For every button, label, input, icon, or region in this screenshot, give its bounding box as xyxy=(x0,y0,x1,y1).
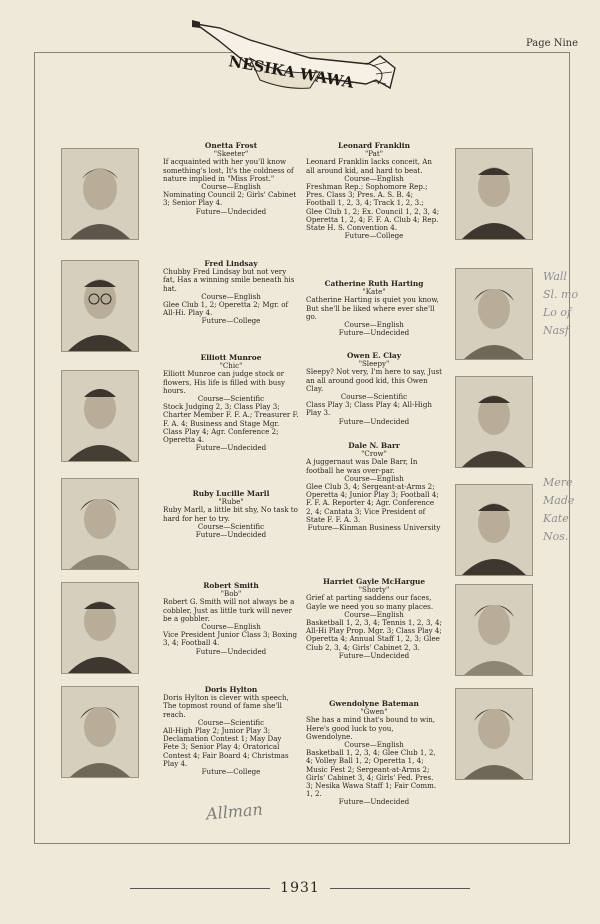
banner-lettering: NESIKA WAWA xyxy=(227,52,356,92)
student-name: Ruby Lucille Marll xyxy=(192,489,270,498)
student-nickname: "Kate" xyxy=(362,287,386,297)
biography-entry xyxy=(163,260,299,326)
student-activities: Basketball 1, 2, 3, 4; Tennis 1, 2, 3, 4; All-Hi Play Prop. Mgr. 3; Class Play 4; Operetta 4; Annual Staff 1, 2, 3; Glee Club 2, 3, 4; Girls' Cabinet 2, 3. xyxy=(306,618,442,652)
student-verse: A juggernaut was Dale Barr, In football he was over-par. xyxy=(306,457,418,475)
handwritten-margin-note-bottom xyxy=(543,474,574,546)
student-name: Gwendolyne Bateman xyxy=(329,699,419,708)
biography-entry xyxy=(163,582,299,656)
student-name: Fred Lindsay xyxy=(204,259,258,268)
student-verse: Leonard Franklin lacks conceit, An all around kid, and hard to beat. xyxy=(306,157,432,175)
student-name: Onetta Frost xyxy=(204,141,258,150)
student-course: Course—Scientific xyxy=(197,521,265,531)
student-future: Future—Undecided xyxy=(338,797,410,807)
student-course: Course—English xyxy=(344,173,404,183)
student-future: Future—Undecided xyxy=(195,530,267,540)
student-course: Course—English xyxy=(201,622,261,632)
student-activities: Vice President Junior Class 3; Boxing 3, 4; Football 4. xyxy=(163,630,298,648)
student-course: Course—English xyxy=(344,473,404,483)
student-course: Course—English xyxy=(201,291,261,301)
student-verse: She has a mind that's bound to win, Here's good luck to you, Gwendolyne. xyxy=(306,715,436,741)
margin-note-line: Sl. mo xyxy=(543,288,579,301)
biography-entry xyxy=(163,490,299,539)
portrait-photo-leonard-franklin xyxy=(455,148,533,240)
student-activities: Glee Club 3, 4; Sergeant-at-Arms 2; Operetta 4; Junior Play 3; Football 4; F. F. A. Reporter 4; Agr. Conference 2, 4; Cantata 3; Vice President of State F. F. A. 3. xyxy=(306,482,439,524)
margin-note-line: Nasf xyxy=(543,324,569,337)
handwritten-margin-note-top xyxy=(543,268,578,340)
student-activities: Stock Judging 2, 3; Class Play 3; Charter Member F. F. A.; Treasurer F. F. A. 4; Business and Stage Mgr. Class Play 4; Agr. Conference 2; Operetta 4. xyxy=(163,402,299,445)
margin-note-line: Nos. xyxy=(543,530,569,543)
student-verse: Doris Hylton is clever with speech, The topmost round of fame she'll reach. xyxy=(163,693,289,719)
student-verse: Robert G. Smith will not always be a cobbler, Just as little turk will never be a gobbler. xyxy=(163,597,295,623)
student-future: Future—Undecided xyxy=(195,206,267,216)
student-nickname: "Gwen" xyxy=(360,707,388,717)
biography-entry xyxy=(163,354,299,452)
margin-note-line: Wall xyxy=(543,270,567,283)
student-future: Future—Kinman Business University xyxy=(307,523,441,533)
student-nickname: "Rube" xyxy=(218,497,244,507)
student-nickname: "Sleepy" xyxy=(358,359,390,369)
student-verse: Ruby Marll, a little bit shy, No task to hard for her to try. xyxy=(163,505,298,523)
student-course: Course—English xyxy=(344,609,404,619)
biography-entry xyxy=(163,686,299,776)
student-name: Elliott Munroe xyxy=(200,353,262,362)
horn-banner-icon xyxy=(190,18,400,98)
student-name: Owen E. Clay xyxy=(346,351,401,360)
student-future: Future—Undecided xyxy=(338,650,410,660)
student-future: Future—Undecided xyxy=(195,443,267,453)
student-verse: Chubby Fred Lindsay but not very fat, Has a winning smile beneath his hat. xyxy=(163,267,295,293)
biography-entry xyxy=(306,280,442,337)
page-number: Page Nine xyxy=(525,38,578,49)
student-course: Course—Scientific xyxy=(197,394,265,404)
student-nickname: "Crow" xyxy=(361,449,387,459)
student-course: Course—English xyxy=(344,740,404,750)
handwritten-signature: Allman xyxy=(205,799,264,824)
student-nickname: "Bob" xyxy=(220,589,242,599)
student-verse: Catherine Harting is quiet you know, But she'll be liked where ever she'll go. xyxy=(306,295,439,321)
student-activities: Class Play 3; Class Play 4; All-High Play 3. xyxy=(306,400,432,418)
margin-note-line: Kate xyxy=(543,512,569,525)
footer-rule-right xyxy=(330,888,470,889)
student-future: Future—Undecided xyxy=(195,646,267,656)
student-nickname: "Chic" xyxy=(219,361,243,371)
biography-entry xyxy=(306,352,442,426)
student-name: Leonard Franklin xyxy=(338,141,410,150)
student-future: Future—College xyxy=(201,316,261,326)
biography-entry xyxy=(306,578,442,660)
student-name: Dale N. Barr xyxy=(348,441,400,450)
student-future: Future—Undecided xyxy=(338,416,410,426)
margin-note-line: Mere xyxy=(543,476,573,489)
portrait-photo-harriet-mchargue xyxy=(455,584,533,676)
student-course: Course—English xyxy=(201,182,261,192)
biography-entry xyxy=(306,142,442,240)
student-name: Doris Hylton xyxy=(204,685,258,694)
student-verse: Elliott Munroe can judge stock or flowers, His life is filled with busy hours. xyxy=(163,369,285,395)
portrait-photo-robert-smith xyxy=(61,582,139,674)
student-name: Catherine Ruth Harting xyxy=(324,279,424,288)
student-course: Course—Scientific xyxy=(197,717,265,727)
biography-entry xyxy=(306,442,442,532)
student-nickname: "Shorty" xyxy=(358,585,390,595)
biography-entry xyxy=(306,700,442,807)
margin-note-line: Lo of xyxy=(543,306,572,319)
student-name: Harriet Gayle McHargue xyxy=(322,577,426,586)
portrait-photo-elliott-munroe xyxy=(61,370,139,462)
student-name: Robert Smith xyxy=(203,581,259,590)
student-verse: Sleepy? Not very, I'm here to say, Just an all around good kid, this Owen Clay. xyxy=(306,367,442,393)
student-future: Future—College xyxy=(344,231,404,241)
student-nickname: "Skeeter" xyxy=(213,149,249,159)
student-course: Course—Scientific xyxy=(340,392,408,402)
student-nickname: "Pat" xyxy=(364,149,384,159)
portrait-photo-catherine-harting xyxy=(455,268,533,360)
portrait-photo-doris-hylton xyxy=(61,686,139,778)
portrait-photo-ruby-marll xyxy=(61,478,139,570)
student-activities: All-High Play 2; Junior Play 3; Declamation Contest 1; May Day Fete 3; Senior Play 4; Oratorical Contest 4; Fair Board 4; Christmas Play 4. xyxy=(163,726,289,768)
portrait-photo-gwendolyne-bateman xyxy=(455,688,533,780)
footer-year: 1931 xyxy=(280,880,320,896)
student-activities: Basketball 1, 2, 3, 4; Glee Club 1, 2, 4; Volley Ball 1, 2; Operetta 1, 4; Music Fest 2; Sergeant-at-Arms 2; Girls' Cabinet 3, 4; Girls' Fed. Pres. 3; Nesika Wawa Staff 1; Fair Comm. 1, 2. xyxy=(306,748,437,799)
student-future: Future—Undecided xyxy=(338,328,410,338)
margin-note-line: Made xyxy=(543,494,575,507)
student-verse: If acquainted with her you'll know something's lost, It's the coldness of nature implied in "Miss Frost." xyxy=(163,157,294,183)
student-verse: Grief at parting saddens our faces, Gayle we need you so many places. xyxy=(306,593,434,611)
student-activities: Nominating Council 2; Girls' Cabinet 3; Senior Play 4. xyxy=(163,190,297,208)
student-course: Course—English xyxy=(344,320,404,330)
student-future: Future—College xyxy=(201,767,261,777)
biography-entry xyxy=(163,142,299,216)
portrait-photo-owen-clay xyxy=(455,376,533,468)
portrait-photo-onetta-frost xyxy=(61,148,139,240)
portrait-photo-dale-barr xyxy=(455,484,533,576)
portrait-photo-fred-lindsay xyxy=(61,260,139,352)
student-activities: Freshman Rep.; Sophomore Rep.; Pres. Class 3; Pres. A. S. B. 4; Football 1, 2, 3, 4; Track 1, 2, 3.; Glee Club 1, 2; Ex. Council 1, 2, 3, 4; Operetta 1, 2, 4; F. F. A. Club 4; Rep. State H. S. Convention 4. xyxy=(306,182,440,233)
student-activities: Glee Club 1, 2; Operetta 2; Mgr. of All-Hi. Play 4. xyxy=(163,300,289,318)
